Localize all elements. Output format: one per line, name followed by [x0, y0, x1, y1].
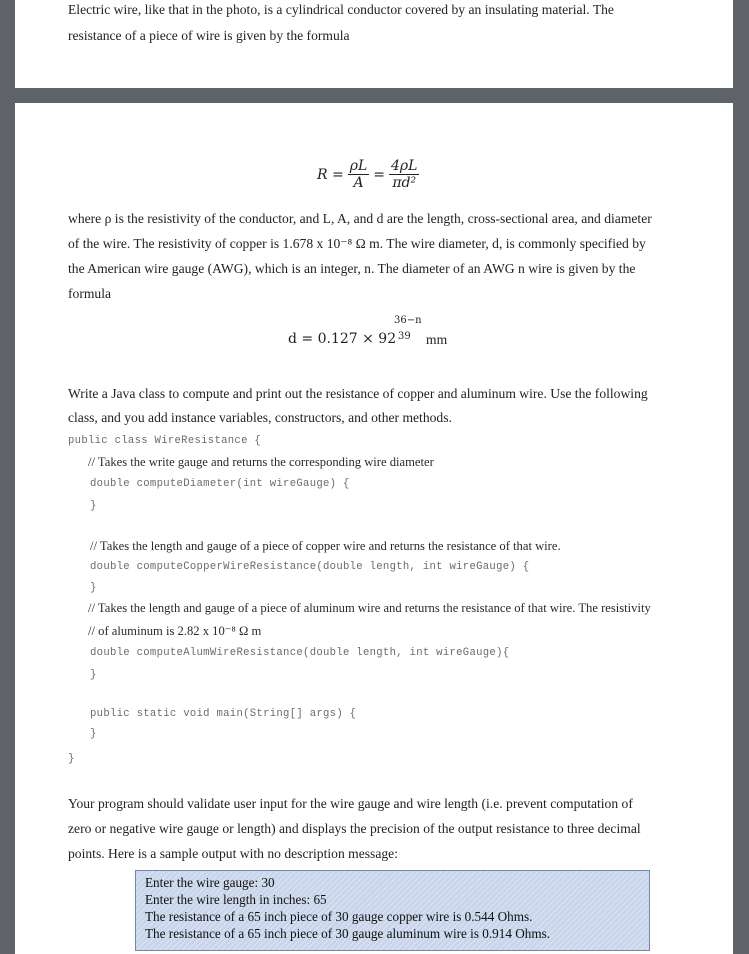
sample-line-1: Enter the wire gauge: 30: [145, 875, 275, 890]
code-close-brace-4: }: [90, 728, 97, 740]
diameter-exponent-denominator: 39: [398, 331, 411, 342]
para1-line-2: of the wire. The resistivity of copper is 1.678 x 10⁻⁸ Ω m. The wire diameter, d, is commonly specified by: [68, 236, 646, 251]
code-close-brace-3: }: [90, 669, 97, 681]
resistance-formula: [317, 158, 419, 191]
para3-line-2: zero or negative wire gauge or length) and displays the precision of the output resistance to three decimal: [68, 821, 641, 836]
para3-line-3: points. Here is a sample output with no description message:: [68, 846, 398, 861]
fraction-2-numerator: 4ρL: [391, 158, 418, 174]
sample-output-box: [135, 870, 650, 951]
code-method-alum-resistance: double computeAlumWireResistance(double length, int wireGauge){: [90, 647, 510, 659]
para1-line-3: the American wire gauge (AWG), which is an integer, n. The diameter of an AWG n wire is given by the: [68, 261, 636, 276]
document-page-2: [15, 103, 733, 954]
code-close-brace-2: }: [90, 582, 97, 594]
diameter-unit: mm: [426, 332, 448, 347]
formula-equals: =: [373, 166, 385, 183]
code-close-brace-1: }: [90, 500, 97, 512]
code-method-compute-diameter: double computeDiameter(int wireGauge) {: [90, 478, 350, 490]
diameter-formula-base: d = 0.127 × 92: [288, 331, 397, 347]
sample-line-3: The resistance of a 65 inch piece of 30 gauge copper wire is 0.544 Ohms.: [145, 909, 533, 924]
fraction-1-denominator: A: [353, 175, 364, 191]
para2-line-1: Write a Java class to compute and print out the resistance of copper and aluminum wire. Use the following: [68, 386, 648, 401]
fraction-2: [389, 158, 419, 191]
code-method-copper-resistance: double computeCopperWireResistance(double length, int wireGauge) {: [90, 561, 530, 573]
code-comment-copper: // Takes the length and gauge of a piece of copper wire and returns the resistance of that wire.: [90, 539, 561, 553]
para3-line-1: Your program should validate user input for the wire gauge and wire length (i.e. prevent computation of: [68, 796, 633, 811]
intro-line-1: Electric wire, like that in the photo, is a cylindrical conductor covered by an insulating material. The: [68, 2, 614, 17]
para2-line-2: class, and you add instance variables, constructors, and other methods.: [68, 410, 452, 425]
diameter-exponent-numerator: 36−n: [394, 315, 422, 326]
diameter-formula: [288, 311, 488, 351]
code-comment-aluminum-1: // Takes the length and gauge of a piece of aluminum wire and returns the resistance of that wire. The resistivity: [88, 601, 651, 615]
para1-line-4: formula: [68, 286, 112, 301]
sample-line-2: Enter the wire length in inches: 65: [145, 892, 327, 907]
code-comment-aluminum-2: // of aluminum is 2.82 x 10⁻⁸ Ω m: [88, 624, 262, 638]
fraction-1: [348, 158, 370, 191]
sample-line-4: The resistance of a 65 inch piece of 30 gauge aluminum wire is 0.914 Ohms.: [145, 926, 551, 941]
code-method-main: public static void main(String[] args) {: [90, 708, 357, 720]
code-close-class: }: [68, 753, 75, 765]
fraction-1-numerator: ρL: [349, 158, 368, 174]
document-page-1: [15, 0, 733, 88]
intro-line-2: resistance of a piece of wire is given by the formula: [68, 28, 350, 43]
para1-line-1: where ρ is the resistivity of the conductor, and L, A, and d are the length, cross-sectional area, and diameter: [68, 211, 652, 226]
code-class-declaration: public class WireResistance {: [68, 435, 262, 447]
code-comment-diameter: // Takes the write gauge and returns the corresponding wire diameter: [88, 455, 434, 469]
fraction-2-denominator: πd²: [392, 175, 417, 191]
formula-lhs: R =: [317, 166, 344, 183]
